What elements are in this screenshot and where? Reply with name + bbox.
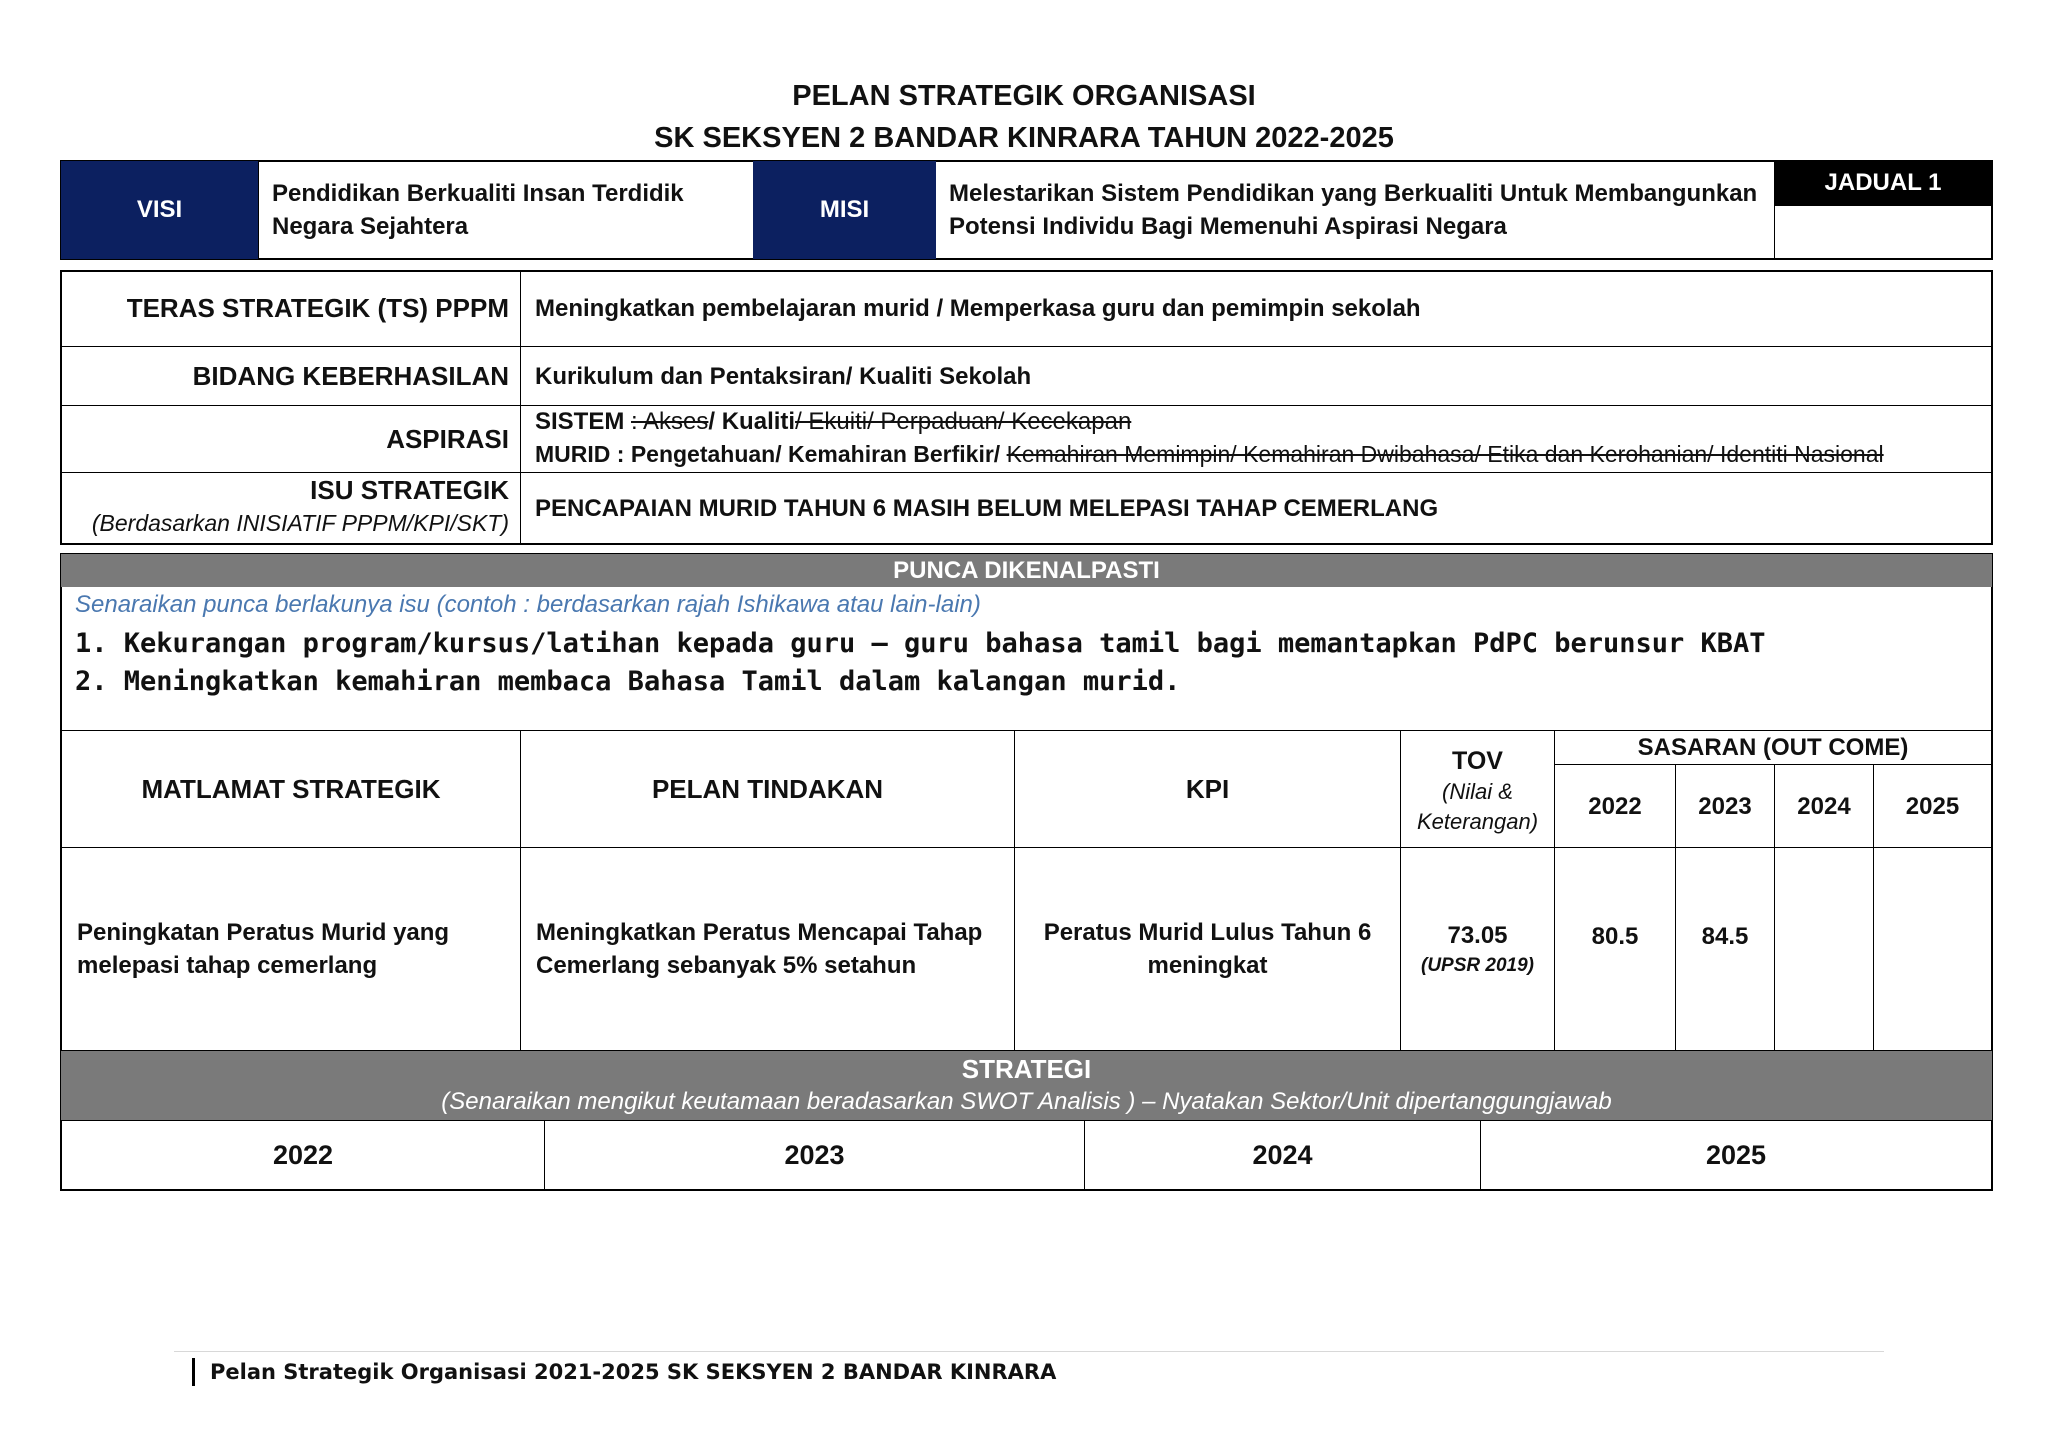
footer-text: Pelan Strategik Organisasi 2021-2025 SK SEKSYEN 2 BANDAR KINRARA [210, 1360, 1057, 1384]
teras-label: TERAS STRATEGIK (TS) PPPM [126, 293, 509, 323]
tov-header: TOV (Nilai & Keterangan) [1400, 730, 1555, 848]
table-row-tov: 73.05 (UPSR 2019) [1400, 847, 1555, 1051]
sasaran-header: SASARAN (OUT COME) [1554, 730, 1992, 765]
punca-header: PUNCA DIKENALPASTI [61, 554, 1992, 587]
bidang-label: BIDANG KEBERHASILAN [192, 360, 509, 391]
kpi-header: KPI [1014, 730, 1401, 848]
aspirasi-value: SISTEM : Akses/ Kualiti/ Ekuiti/ Perpaduan/ Kecekapan MURID : Pengetahuan/ Kemahiran Berfikir/ Kemahiran Memimpin/ Kemahiran Dwibahasa/ Etika dan Kerohanian/ Identiti Nasional [535, 408, 1884, 467]
strategi-year-2025: 2025 [1480, 1120, 1992, 1190]
target-2024 [1774, 847, 1874, 1051]
misi-text: Melestarikan Sistem Pendidikan yang Berkualiti Untuk Membangunkan Potensi Individu Bagi Memenuhi Aspirasi Negara [949, 180, 1758, 240]
year-header-2024: 2024 [1774, 764, 1874, 848]
visi-label: VISI [61, 161, 258, 259]
misi-label: MISI [753, 161, 936, 259]
visi-text: Pendidikan Berkualiti Insan Terdidik Negara Sejahtera [258, 161, 753, 259]
isu-label: ISU STRATEGIK (Berdasarkan INISIATIF PPPM/KPI/SKT) [91, 475, 509, 536]
strategi-year-2024: 2024 [1084, 1120, 1481, 1190]
strategi-year-2022: 2022 [61, 1120, 545, 1190]
isu-value: PENCAPAIAN MURID TAHUN 6 MASIH BELUM MELEPASI TAHAP CEMERLANG [535, 495, 1439, 522]
table-row-pelan: Meningkatkan Peratus Mencapai Tahap Cemerlang sebanyak 5% setahun [520, 847, 1015, 1051]
table-row-matlamat: Peningkatan Peratus Murid yang melepasi tahap cemerlang [61, 847, 521, 1051]
matlamat-header: MATLAMAT STRATEGIK [61, 730, 521, 848]
info-divider-vertical [520, 271, 521, 544]
strategi-header: STRATEGI (Senaraikan mengikut keutamaan beradasarkan SWOT Analisis ) – Nyatakan Sektor/Unit dipertanggungjawab [61, 1050, 1992, 1120]
jadual-empty-cell [1774, 205, 1992, 259]
target-2022: 80.5 [1554, 847, 1676, 1051]
year-header-2023: 2023 [1675, 764, 1775, 848]
strategi-year-2023: 2023 [544, 1120, 1085, 1190]
punca-list [75, 625, 1975, 701]
year-header-2022: 2022 [1554, 764, 1676, 848]
punca-hint: Senaraikan punca berlakunya isu (contoh : berdasarkan rajah Ishikawa atau lain-lain) [75, 591, 981, 618]
page-subtitle: SK SEKSYEN 2 BANDAR KINRARA TAHUN 2022-2025 [654, 122, 1394, 154]
pelan-header: PELAN TINDAKAN [520, 730, 1015, 848]
list-item: 2. Meningkatkan kemahiran membaca Bahasa Tamil dalam kalangan murid. [75, 666, 1181, 697]
target-2023: 84.5 [1675, 847, 1775, 1051]
aspirasi-label: ASPIRASI [386, 423, 509, 454]
footer-marker [192, 1358, 195, 1386]
table-row-kpi: Peratus Murid Lulus Tahun 6 meningkat [1014, 847, 1401, 1051]
jadual-label: JADUAL 1 [1774, 161, 1992, 205]
page-title: PELAN STRATEGIK ORGANISASI [792, 80, 1256, 112]
teras-value: Meningkatkan pembelajaran murid / Memperkasa guru dan pemimpin sekolah [535, 295, 1421, 322]
list-item: 1. Kekurangan program/kursus/latihan kepada guru – guru bahasa tamil bagi memantapkan PdPC berunsur KBAT [75, 628, 1766, 659]
footer-rule [174, 1351, 1884, 1352]
year-header-2025: 2025 [1873, 764, 1992, 848]
bidang-value: Kurikulum dan Pentaksiran/ Kualiti Sekolah [535, 362, 1032, 390]
target-2025 [1873, 847, 1992, 1051]
